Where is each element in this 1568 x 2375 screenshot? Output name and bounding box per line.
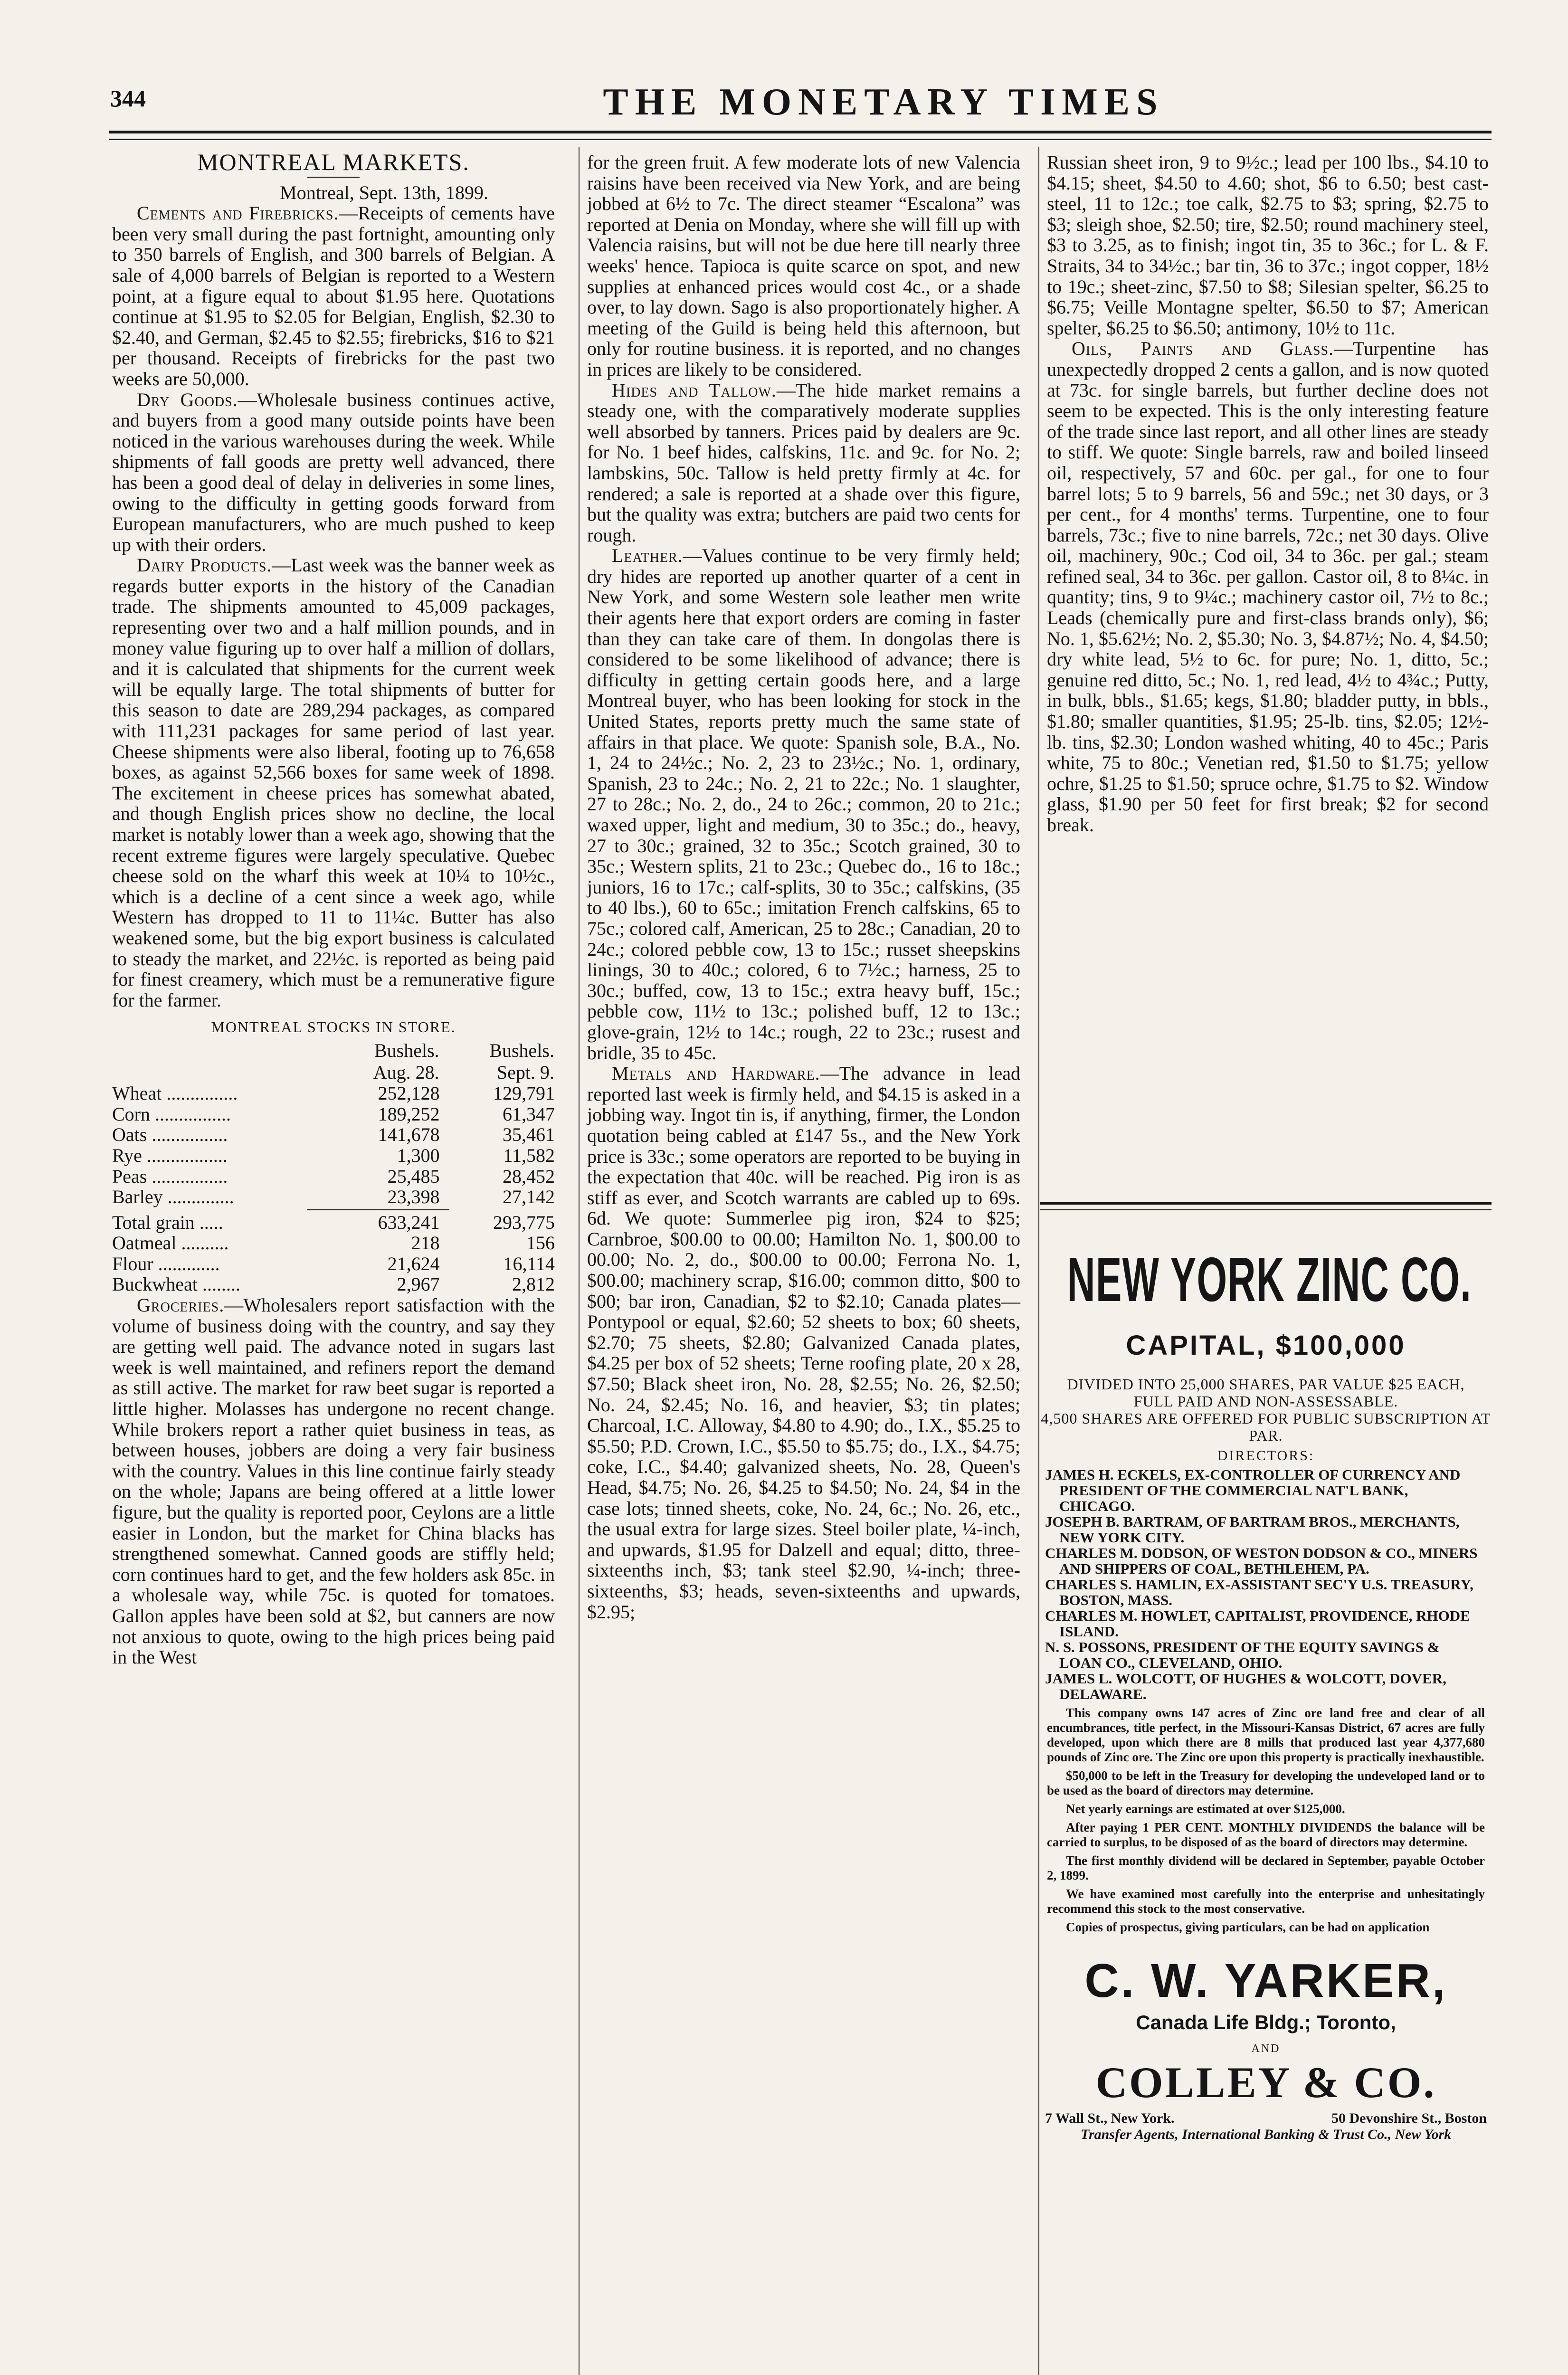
article-lead: Groceries. xyxy=(137,1294,225,1316)
ad-directors-list xyxy=(1040,1467,1492,1702)
ad-address-ny: 7 Wall St., New York. xyxy=(1045,2110,1175,2126)
masthead-rule xyxy=(109,131,1492,133)
article-dry-goods xyxy=(112,390,555,555)
sum-rule xyxy=(307,1209,449,1210)
commodity-cell: Wheat ............... xyxy=(112,1083,238,1104)
stocks-table-title: MONTREAL STOCKS IN STORE. xyxy=(211,1018,456,1036)
table-row xyxy=(112,1274,555,1295)
table-row xyxy=(112,1124,555,1145)
table-row xyxy=(112,1187,555,1207)
ad-capital: CAPITAL, $100,000 xyxy=(1126,1330,1406,1361)
article-hides xyxy=(587,380,1020,546)
table-row xyxy=(112,1166,555,1187)
commodity-cell: Barley .............. xyxy=(112,1186,234,1208)
column-1 xyxy=(112,149,555,1668)
ad-paragraph: Copies of prospectus, giving particulars, can be had on application xyxy=(1066,1920,1430,1934)
article-body: —Wholesale business continues active, and buyers from a good many outside points have been noticed in the various warehouses during the week. While shipments of fall goods are pretty well advanced, there has been a good deal of delay in deliveries in some lines, owing to the difficulty in getting goods forward from European manufacturers, who are much pushed to keep up with their orders. xyxy=(112,389,555,555)
value-cell: 35,461 xyxy=(503,1124,555,1146)
article-lead: Cements and Firebricks. xyxy=(137,202,339,224)
article-cements xyxy=(112,203,555,389)
article-body: —Turpentine has unexpectedly dropped 2 cents a gallon, and is now quoted at 73c. for single barrels, but further decline does not seem to be expected. This is the only interesting feature of the trade since last report, and all other lines are steady to stiff. We quote: Single barrels, raw and boiled linseed oil, respectively, 57 and 60c. per gal., for one to four barrel lots; 5 to 9 barrels, 56 and 59c.; net 30 days, or 3 per cent., for 4 months' terms. Turpentine, one to four barrels, 73c.; five to nine barrels, 72c.; net 30 days. Olive oil, machinery, 90c.; Cod oil, 34 to 36c. per gal.; steam refined seal, 34 to 36c. per gallon. Castor oil, 8 to 8¼c. in quantity; tins, 9 to 9¼c.; machinery castor oil, 7½ to 8c.; Leads (chemically pure and first-class brands only), $6; No. 1, $5.62½; No. 2, $5.30; No. 3, $4.87½; No. 4, $4.50; dry white lead, 5½ to 6c. for pure; No. 1, ditto, 5c.; genuine red ditto, 5c.; No. 1, red lead, 4½ to 4¾c.; Putty, in bulk, bbls., $1.65; kegs, $1.80; bladder putty, in bbls., $1.80; smaller quantities, $1.95; 25-lb. tins, $2.05; 12½-lb. tins, $2.30; London washed whiting, 40 to 45c.; Paris white, 75 to 80c.; Venetian red, $1.50 to $1.75; yellow ochre, $1.25 to $1.50; spruce ochre, $1.75 to $2. Window glass, $1.90 per 50 feet for first break; $2 for second break. xyxy=(1047,338,1489,836)
value-cell: 141,678 xyxy=(378,1124,440,1146)
stocks-body xyxy=(112,1083,555,1207)
column-unit: Bushels. xyxy=(374,1039,439,1061)
ad-paragraph: This company owns 147 acres of Zinc ore land free and clear of all encumbrances, title perfect, in the Missouri-Kansas District, 67 acres are fully developed, upon which there are 8 mills that produced last year 4,377,680 pounds of Zinc ore. The Zinc ore upon this property is practically inexhaustible. xyxy=(1047,1706,1485,1764)
article-lead: Metals and Hardware. xyxy=(612,1063,820,1084)
commodity-cell: Peas ................ xyxy=(112,1165,228,1187)
table-row xyxy=(112,1212,555,1233)
value-cell: 61,347 xyxy=(503,1103,555,1125)
commodity-cell: Corn ................ xyxy=(112,1103,231,1125)
ad-directors-heading: DIRECTORS: xyxy=(1217,1448,1315,1463)
ad-paid: FULL PAID AND NON-ASSESSABLE. xyxy=(1133,1393,1398,1410)
article-metals xyxy=(587,1063,1020,1622)
article-continued: Russian sheet iron, 9 to 9½c.; lead per 100 lbs., $4.10 to $4.15; sheet, $4.50 to 4.60; shot, $6 to 6.50; best cast-steel, 11 to 12c.; toe calk, $2.75 to $3; spring, $2.75 to $3; sleigh shoe, $2.50; tire, $2.50; round machinery steel, $3 to 3.25, as to finish; ingot tin, 35 to 36c.; for L. & F. Straits, 34 to 34½c.; bar tin, 36 to 37c.; ingot copper, 18½ to 19c.; sheet-zinc, $7.50 to $8; Silesian spelter, $6.25 to $6.75; Veille Montagne spelter, $6.50 to $7; American spelter, $6.25 to $6.50; antimony, 10½ to 11c. xyxy=(1047,152,1489,339)
table-row xyxy=(112,1233,555,1254)
stocks-header-dates xyxy=(112,1062,555,1083)
value-cell: 11,582 xyxy=(503,1144,555,1166)
ad-and: AND xyxy=(1251,2042,1281,2055)
ad-paragraph: Net yearly earnings are estimated at over $125,000. xyxy=(1066,1802,1345,1816)
value-cell: 25,485 xyxy=(387,1165,440,1187)
column-2 xyxy=(587,152,1020,1622)
ad-shares: DIVIDED INTO 25,000 SHARES, PAR VALUE $25 EACH, xyxy=(1067,1376,1465,1393)
masthead-rule-thin xyxy=(109,139,1492,140)
ad-director: JAMES H. ECKELS, EX-CONTROLLER OF CURRENCY AND PRESIDENT OF THE COMMERCIAL NAT'L BANK, CHICAGO. xyxy=(1045,1466,1461,1514)
column-date: Aug. 28. xyxy=(373,1061,439,1083)
value-cell: 28,452 xyxy=(503,1165,555,1187)
commodity-cell: Rye ................. xyxy=(112,1144,228,1166)
column-unit: Bushels. xyxy=(489,1039,554,1061)
column-separator xyxy=(1038,147,1039,2375)
ad-paragraph: The first monthly dividend will be declared in September, payable October 2, 1899. xyxy=(1047,1853,1485,1882)
ad-paragraph: We have examined most carefully into the enterprise and unhesitatingly recommend this stock to the most conservative. xyxy=(1047,1887,1485,1916)
dateline: Montreal, Sept. 13th, 1899. xyxy=(280,181,488,203)
stocks-table xyxy=(112,1040,555,1207)
table-row xyxy=(112,1083,555,1104)
commodity-cell: Total grain ..... xyxy=(112,1211,223,1233)
ad-agent-colley: COLLEY & CO. xyxy=(1095,2058,1436,2107)
commodity-cell: Oatmeal .......... xyxy=(112,1232,229,1254)
article-body: —The advance in lead reported last week is firmly held, and $4.15 is asked in a jobbing way. Ingot tin is, if anything, firmer, the London quotation being cabled at £147 5s., and the New York price is 33c.; some operators are reported to be buying in the expectation that 40c. will be reached. Pig iron is as stiff as ever, and Scotch warrants are cabled up to 69s. 6d. We quote: Summerlee pig iron, $24 to $25; Carnbroe, $00.00 to 00.00; Hamilton No. 1, $00.00 to 00.00; No. 2, do., $00.00 to 00.00; Ferrona No. 1, $00.00; machinery scrap, $16.00; common ditto, $00 to $00; bar iron, Canadian, $2 to $2.10; Canada plates—Pontypool or equal, $2.60; 52 sheets to box; 60 sheets, $2.70; 75 sheets, $2.80; Galvanized Canada plates, $4.25 per box of 52 sheets; Terne roofing plate, 20 x 28, $7.50; Black sheet iron, No. 28, $2.55; No. 26, $2.50; No. 24, $2.45; No. 16, and heavier, $3; tin plates; Charcoal, I.C. Alloway, $4.80 to 4.90; do., I.X., $5.25 to $5.50; P.D. Crown, I.C., $5.50 to $5.75; do., I.X., $4.75; coke, I.C., $4.40; galvanized sheets, No. 28, Queen's Head, $4.75; No. 26, $4.25 to $4.50; No. 24, $4 in the case lots; tinned sheets, coke, No. 24, 6c.; No. 26, etc., the usual extra for large sizes. Steel boiler plate, ¼-inch, and upwards, $1.95 for Dalzell and equal; ditto, three-sixteenths inch, $3; tank steel $2.90, ¼-inch; three-sixteenths, $3; heads, seven-sixteenths and upwards, $2.95; xyxy=(587,1063,1021,1623)
article-body: —Values continue to be very firmly held; dry hides are reported up another quarter of a cent in New York, and some Western sole leather men write their agents here that export orders are coming in faster than they can take care of them. In dongolas there is considered to be some likelihood of advance; there is difficulty in getting certain goods here, and a large Montreal buyer, who has been looking for stock in the United States, reports pretty much the same state of affairs in that place. We quote: Spanish sole, B.A., No. 1, 24 to 24½c.; No. 2, 23 to 23½c.; No. 1, ordinary, Spanish, 23 to 24c.; No. 2, 21 to 22c.; No. 1 slaughter, 27 to 28c.; No. 2, do., 24 to 26c.; common, 20 to 21c.; waxed upper, light and medium, 30 to 35c.; do., heavy, 27 to 30c.; grained, 32 to 35c.; Scotch grained, 30 to 35c.; Western splits, 21 to 23c.; Quebec do., 16 to 18c.; juniors, 16 to 17c.; calf-splits, 30 to 35c.; calfskins, (35 to 40 lbs.), 60 to 65c.; imitation French calfskins, 65 to 75c.; colored calf, American, 25 to 28c.; Canadian, 20 to 24c.; colored pebble cow, 13 to 15c.; russet sheepskins linings, 30 to 40c.; colored, 6 to 7½c.; harness, 25 to 30c.; buffed, cow, 13 to 15c.; extra heavy buff, 15c.; pebble cow, 11½ to 13c.; polished buff, 12 to 13c.; glove-grain, 12½ to 14c.; rough, 22 to 23c.; rusest and bridle, 35 to 45c. xyxy=(587,545,1020,1064)
value-cell: 23,398 xyxy=(387,1186,440,1208)
value-cell: 2,967 xyxy=(397,1273,440,1295)
ad-director: CHARLES M. DODSON, OF WESTON DODSON & CO., MINERS AND SHIPPERS OF COAL, BETHLEHEM, PA. xyxy=(1045,1545,1478,1577)
ad-agent-address: Canada Life Bldg.; Toronto, xyxy=(1136,2011,1396,2033)
stocks-totals xyxy=(112,1212,555,1295)
advertisement xyxy=(1040,1215,1492,2143)
value-cell: 252,128 xyxy=(378,1083,440,1104)
article-dairy xyxy=(112,555,555,1010)
ad-addresses xyxy=(1040,2110,1492,2127)
ad-rule xyxy=(1040,1202,1492,1205)
value-cell: 21,624 xyxy=(387,1253,440,1274)
article-body: —Receipts of cements have been very small during the past fortnight, amounting only to 350 barrels of English, and 300 barrels of Belgian. A sale of 4,000 barrels of Belgian is reported to a Western point, at a figure equal to about $1.95 here. Quotations continue at $1.95 to $2.05 for Belgian, English, $2.30 to $2.40, and German, $2.45 to $2.55; firebricks, $16 to $21 per thousand. Receipts of firebricks for the past two weeks are 50,000. xyxy=(112,202,555,390)
article-lead: Hides and Tallow. xyxy=(612,379,777,401)
ad-director: N. S. POSSONS, PRESIDENT OF THE EQUITY SAVINGS & LOAN CO., CLEVELAND, OHIO. xyxy=(1045,1639,1440,1671)
value-cell: 156 xyxy=(526,1232,555,1254)
table-row xyxy=(112,1145,555,1166)
commodity-cell: Oats ................ xyxy=(112,1124,228,1146)
value-cell: 129,791 xyxy=(493,1083,555,1104)
ad-director: CHARLES M. HOWLET, CAPITALIST, PROVIDENCE, RHODE ISLAND. xyxy=(1045,1607,1470,1640)
page-number: 344 xyxy=(110,85,146,112)
article-leather xyxy=(587,545,1020,1063)
value-cell: 2,812 xyxy=(512,1273,555,1295)
heading-rule xyxy=(307,177,360,178)
commodity-cell: Buckwheat ........ xyxy=(112,1273,240,1295)
article-body: —Wholesalers report satisfaction with the volume of business doing with the country, and say they are getting well paid. The advance noted in sugars last week is well maintained, and refiners report the demand as still active. The market for raw beet sugar is reported a little higher. Molasses has undergone no recent change. While brokers report a rather quiet business in teas, as between houses, jobbers are doing a very fair business with the country. Values in this line continue fairly steady on the whole; Japans are being offered at a little lower figure, but the quality is reported poor, Ceylons are a little easier in London, but the market for China blacks has strengthened somewhat. Canned goods are stiffly held; corn continues hard to get, and the few holders ask 85c. in a wholesale way, while 75c. is quoted for tomatoes. Gallon apples have been sold at $2, but canners are now not anxious to quote, owing to the high prices being paid in the West xyxy=(112,1294,555,1668)
ad-rule-thin xyxy=(1040,1209,1492,1210)
article-body: —Last week was the banner week as regards butter exports in the history of the Canadian trade. The shipments amounted to 45,009 packages, representing over two and a half million pounds, and in money value figuring up to over half a million of dollars, and it is calculated that shipments for the current week will be equally large. The total shipments of butter for this season to date are 289,294 packages, as compared with 111,231 packages for same period of last year. Cheese shipments were also liberal, footing up to 76,658 boxes, as against 52,566 boxes for same week of 1898. The excitement in cheese prices has somewhat abated, and though English prices show no decline, the local market is notably lower than a week ago, showing that the recent extreme figures were largely speculative. Quebec cheese sold on the wharf this week at 10¼ to 10½c., which is a decline of a cent since a week ago, while Western has dropped to 11 to 11¼c. Butter has also weakened some, but the big export business is calculated to steady the market, and 22½c. is reported as being paid for finest creamery, which must be a remunerative figure for the farmer. xyxy=(112,554,555,1011)
stocks-header-units xyxy=(112,1040,555,1062)
ad-director: CHARLES S. HAMLIN, EX-ASSISTANT SEC'Y U.S. TREASURY, BOSTON, MASS. xyxy=(1045,1576,1473,1608)
value-cell: 293,775 xyxy=(493,1211,555,1233)
value-cell: 1,300 xyxy=(397,1144,440,1166)
column-separator xyxy=(579,147,580,2375)
table-row xyxy=(112,1254,555,1274)
ad-company-name: NEW YORK ZINC CO. xyxy=(1067,1244,1472,1314)
masthead-title: THE MONETARY TIMES xyxy=(603,81,1164,123)
article-lead: Leather. xyxy=(612,545,683,567)
ad-paragraph: After paying 1 PER CENT. MONTHLY DIVIDENDS the balance will be carried to surplus, to be disposed of as the board of directors may determine. xyxy=(1047,1820,1485,1849)
commodity-cell: Flour ............. xyxy=(112,1253,220,1274)
article-lead: Dry Goods. xyxy=(137,389,238,410)
value-cell: 633,241 xyxy=(378,1211,440,1233)
ad-director: JOSEPH B. BARTRAM, OF BARTRAM BROS., MERCHANTS, NEW YORK CITY. xyxy=(1045,1513,1460,1546)
value-cell: 16,114 xyxy=(503,1253,555,1274)
ad-transfer-agents: Transfer Agents, International Banking & Trust Co., New York xyxy=(1080,2127,1452,2142)
table-row xyxy=(112,1104,555,1125)
article-oils xyxy=(1047,338,1489,835)
ad-director: JAMES L. WOLCOTT, OF HUGHES & WOLCOTT, DOVER, DELAWARE. xyxy=(1045,1670,1446,1702)
ad-agent-yarker: C. W. YARKER, xyxy=(1084,1954,1447,2007)
stocks-totals-table xyxy=(112,1212,555,1295)
ad-paragraph: $50,000 to be left in the Treasury for developing the undeveloped land or to be used as the board of directors may determine. xyxy=(1047,1768,1485,1797)
value-cell: 189,252 xyxy=(378,1103,440,1125)
ad-offered: 4,500 SHARES ARE OFFERED FOR PUBLIC SUBSCRIPTION AT PAR. xyxy=(1041,1410,1491,1444)
column-3 xyxy=(1047,152,1489,836)
article-lead: Dairy Products. xyxy=(137,554,272,576)
column-date: Sept. 9. xyxy=(496,1061,554,1083)
value-cell: 27,142 xyxy=(503,1186,555,1208)
article-continued: for the green fruit. A few moderate lots of new Valencia raisins have been received via New York, and are being jobbed at 6½ to 7c. The direct steamer “Escalona” was reported at Denia on Monday, where she will fill up with Valencia raisins, but will not be due here till nearly three weeks' hence. Tapioca is quite scarce on spot, and new supplies at enhanced prices would cost 4c., or a shade over, to lay down. Sago is also proportionately higher. A meeting of the Guild is being held this afternoon, but only for routine business. it is reported, and no changes in prices are likely to be considered. xyxy=(587,152,1020,380)
ad-address-boston: 50 Devonshire St., Boston xyxy=(1331,2110,1487,2126)
section-heading: MONTREAL MARKETS. xyxy=(197,149,470,175)
article-groceries xyxy=(112,1295,555,1668)
value-cell: 218 xyxy=(411,1232,440,1254)
ad-paragraphs xyxy=(1040,1706,1492,1935)
article-body: —The hide market remains a steady one, with the comparatively moderate supplies well absorbed by tanners. Prices paid by dealers are 9c. for No. 1 beef hides, calfskins, 11c. and 9c. for No. 2; lambskins, 50c. Tallow is held pretty firmly at 4c. for rendered; a sale is reported at a shade over this figure, but the quality was extra; butchers are paid two cents for rough. xyxy=(587,379,1020,546)
article-lead: Oils, Paints and Glass. xyxy=(1072,338,1334,360)
